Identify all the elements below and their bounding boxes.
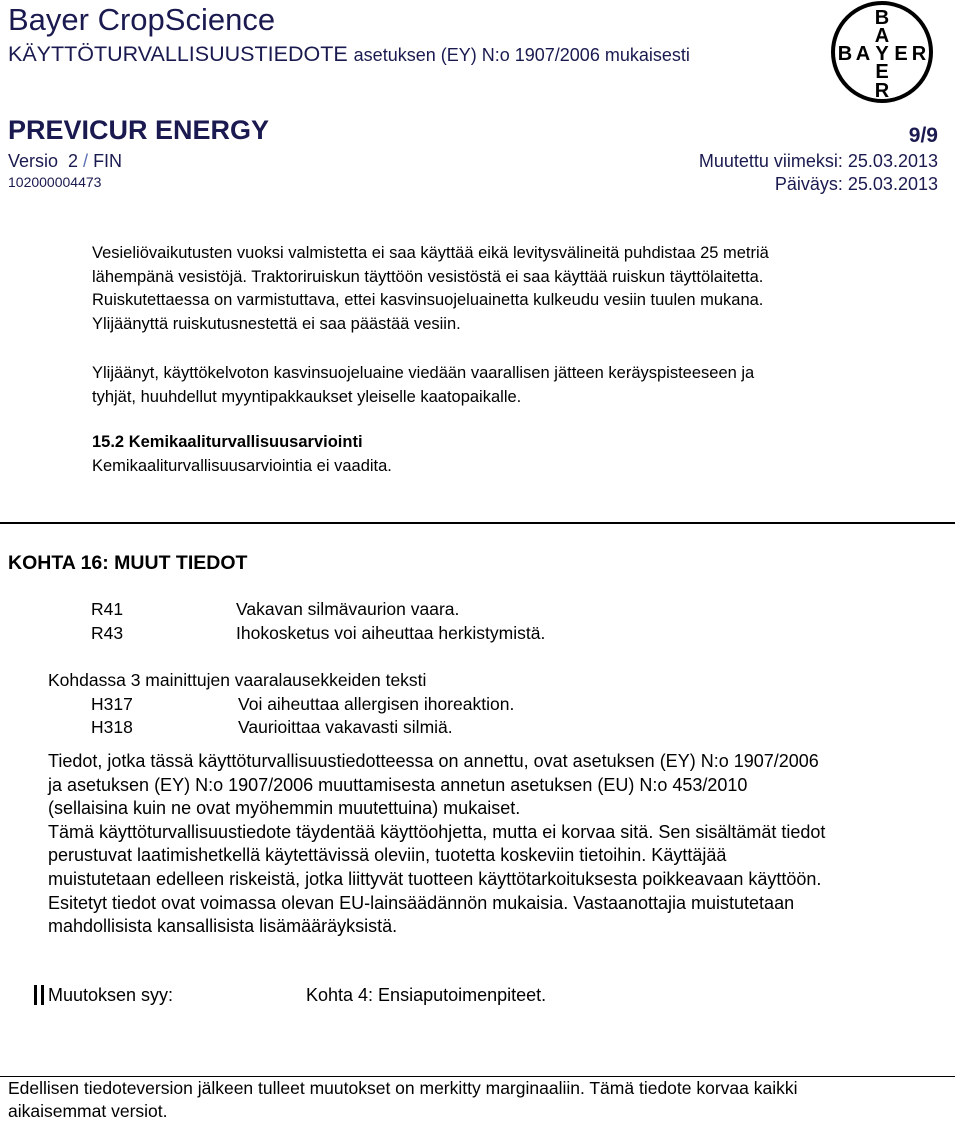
change-margin-mark [34, 985, 37, 1005]
text-line: Esitetyt tiedot ovat voimassa olevan EU-lainsäädännön mukaisia. Vastaanottajia muistutetaan [48, 892, 795, 913]
logo-letter-h1: B [837, 43, 853, 65]
text-line: lähempänä vesistöjä. Traktoriruiskun täyttöön vesistöstä ei saa käyttää ruiskun täyttölaitetta. [92, 267, 764, 286]
document-title-main: KÄYTTÖTURVALLISUUSTIEDOTE [8, 42, 348, 66]
section-16-title: KOHTA 16: MUUT TIEDOT [8, 552, 248, 574]
regulatory-info [48, 750, 825, 939]
version-info [8, 151, 122, 172]
h-phrase-text: Voi aiheuttaa allergisen ihoreaktion. [238, 694, 515, 714]
document-code: 102000004473 [8, 174, 102, 190]
change-reason-value: Kohta 4: Ensiaputoimenpiteet. [306, 985, 547, 1005]
bayer-cross-logo [830, 0, 934, 104]
version-separator: / [78, 151, 94, 171]
text-line: Ruiskutettaessa on varmistuttava, ettei kasvinsuojeluainetta kulkeudu vesiin tuulen mukana. [92, 291, 764, 309]
version-label: Versio 2 [8, 151, 79, 171]
document-date: Päiväys: 25.03.2013 [774, 174, 938, 194]
logo-letter-h3: Y [875, 43, 889, 65]
logo-letter-h5: R [911, 43, 927, 65]
document-subtitle: asetuksen (EY) N:o 1907/2006 mukaisesti [353, 45, 690, 65]
section-divider [0, 522, 955, 524]
r-phrase-text: Ihokosketus voi aiheuttaa herkistymistä. [236, 623, 546, 643]
text-line: Tämä käyttöturvallisuustiedote täydentää käyttöohjetta, mutta ei korvaa sitä. Sen sisältämät tiedot [48, 821, 826, 842]
document-title [8, 42, 690, 67]
logo-letter-v2: A [874, 25, 890, 47]
version-language: FIN [93, 151, 123, 171]
text-line: ja asetuksen (EY) N:o 1907/2006 muuttamisesta annetun asetuksen (EU) N:o 453/2010 [48, 774, 748, 795]
h-phrase-code: H318 [91, 717, 133, 737]
text-line: Ylijäänyt, käyttökelvoton kasvinsuojeluaine viedään vaarallisen jätteen keräyspisteeseen ja [92, 364, 755, 382]
page-number: 9/9 [908, 124, 938, 147]
r-phrase-code: R41 [91, 599, 124, 619]
h-phrases-heading: Kohdassa 3 mainittujen vaaralausekkeiden teksti [48, 670, 427, 690]
text-line: tyhjät, huuhdellut myyntipakkaukset yleiselle kaatopaikalle. [92, 387, 522, 406]
change-reason-label: Muutoksen syy: [48, 985, 174, 1005]
footer-note [0, 1076, 955, 1124]
text-line: Ylijäänyttä ruiskutusnestettä ei saa päästää vesiin. [92, 314, 461, 333]
last-modified: Muutettu viimeksi: 25.03.2013 [698, 151, 938, 171]
text-line: Vesieliövaikutusten vuoksi valmistetta ei saa käyttää eikä levitysvälineitä puhdistaa 25 metriä [92, 244, 769, 262]
footer-line: Edellisen tiedoteversion jälkeen tulleet muutokset on merkitty marginaaliin. Tämä tiedote korvaa kaikki [8, 1078, 798, 1098]
paragraph-waste-disposal [92, 362, 754, 409]
logo-letter-v1: B [874, 7, 890, 29]
logo-letter-v5: R [874, 80, 890, 102]
company-name: Bayer CropScience [8, 2, 276, 37]
logo-letter-h2: A [855, 43, 871, 65]
h-phrase-text: Vaurioittaa vakavasti silmiä. [238, 717, 453, 737]
logo-letter-v4: E [875, 61, 889, 83]
product-name: PREVICUR ENERGY [8, 115, 270, 145]
footer-line: aikaisemmat versiot. [8, 1101, 168, 1121]
logo-letter-h4: E [894, 43, 908, 65]
text-line: perustuvat laatimishetkellä käytettävissä oleviin, tuotetta koskeviin tietoihin. Käyttäjää [48, 845, 727, 866]
text-line: muistutetaan edelleen riskeistä, jotka liittyvät tuotteen käyttötarkoituksesta poikkeavaan käyttöön. [48, 868, 822, 889]
paragraph-water-protection [92, 242, 769, 336]
text-line: mahdollisista kansallisista lisämääräyksistä. [48, 916, 398, 937]
r-phrase-code: R43 [91, 623, 124, 643]
section-15-2-title: 15.2 Kemikaaliturvallisuusarviointi [92, 433, 363, 451]
h-phrase-code: H317 [91, 694, 133, 714]
change-margin-mark [41, 985, 44, 1005]
text-line: (sellaisina kuin ne ovat myöhemmin muutettuina) mukaiset. [48, 798, 521, 819]
text-line: Tiedot, jotka tässä käyttöturvallisuustiedotteessa on annettu, ovat asetuksen (EY) N:o 1907/2006 [48, 751, 819, 771]
section-15-2-text: Kemikaaliturvallisuusarviointia ei vaadita. [92, 457, 392, 475]
r-phrase-text: Vakavan silmävaurion vaara. [236, 599, 460, 619]
